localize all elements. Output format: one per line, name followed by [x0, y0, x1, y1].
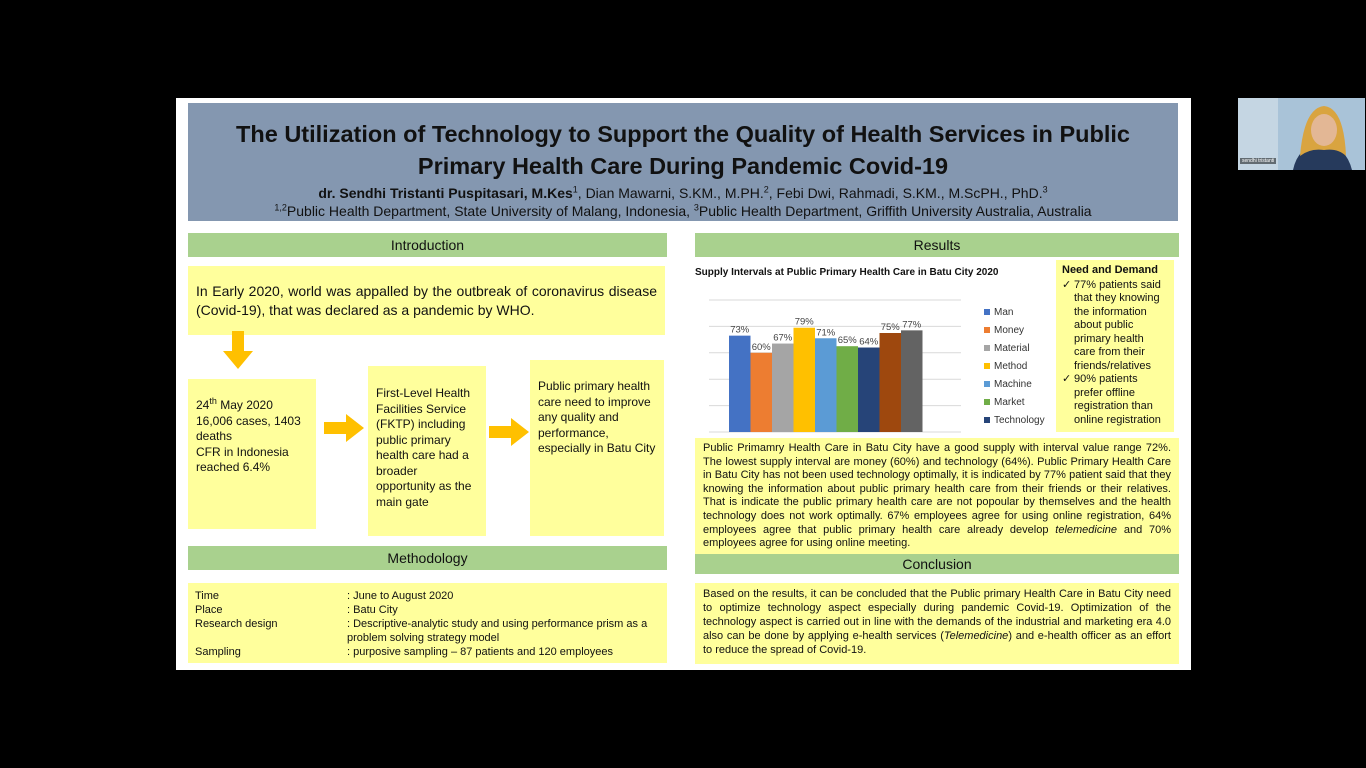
- intro-box1-cases: 16,006 cases, 1403 deaths: [196, 413, 301, 443]
- meth-key: Research design: [195, 618, 278, 630]
- legend-item: [984, 303, 1045, 321]
- chart-bar: [837, 346, 859, 432]
- chart-data-label: 79%: [794, 316, 814, 328]
- methodology-box: [188, 583, 667, 663]
- checkmark-icon: ✓: [1062, 373, 1072, 385]
- legend-label: Man: [994, 306, 1014, 318]
- author-2: , Dian Mawarni, S.KM., M.PH.: [577, 185, 764, 201]
- meth-row-sampling: [195, 645, 660, 659]
- author-1-sup: 1: [572, 184, 578, 195]
- legend-item: [984, 375, 1045, 393]
- legend-label: Machine: [994, 378, 1032, 390]
- chart-bar: [880, 333, 902, 432]
- legend-label: Method: [994, 360, 1028, 372]
- checkmark-icon: ✓: [1062, 278, 1072, 291]
- chart-data-label: 75%: [880, 322, 900, 333]
- chart-bar: [901, 330, 923, 432]
- results-text-1: Public Primamry Health Care in Batu City have a good supply with interval value range 72%. The lowest supply interval are money (60%) and technology (64%). Public Primary Health Care in Batu City has not been used technology optimally, it is indicated by 77% patient said that they knowing the information about public primary health care from their friends or their relatives. That is indicate the public primary health care are not popoular by themselves and the health technology does not work optimally. 67% employees agree for using online registration, 64% employees agree that public primary health care already develop: [703, 442, 1171, 536]
- intro-box1-cfr: CFR in Indonesia reached 6.4%: [196, 444, 289, 474]
- poster-title: [188, 103, 1178, 182]
- affiliation-sup-2: 3: [693, 202, 699, 213]
- legend-item: [984, 411, 1045, 429]
- intro-box1-rest: May 2020: [216, 398, 273, 412]
- legend-label: Technology: [994, 414, 1045, 426]
- need-item-text: 77% patients said that they knowing the information about public primary health care from their friends/relatives: [1074, 278, 1161, 372]
- meth-row-place: [195, 603, 660, 617]
- legend-swatch: [984, 345, 990, 351]
- need-demand-title: Need and Demand: [1062, 264, 1158, 276]
- intro-main-text: In Early 2020, world was appalled by the outbreak of coronavirus disease (Covid-19), that was declared as a pandemic by WHO.: [196, 283, 657, 318]
- chart-title: Supply Intervals at Public Primary Health Care in Batu City 2020: [695, 267, 999, 278]
- arrow-down-icon: [223, 331, 253, 369]
- meth-key: Sampling: [195, 646, 241, 658]
- intro-box-cases: [188, 379, 316, 529]
- intro-box-quality: [530, 360, 664, 536]
- meth-key: Time: [195, 590, 220, 602]
- chart-data-label: 73%: [730, 324, 750, 336]
- author-3-sup: 3: [1042, 184, 1048, 195]
- need-demand-box: [1056, 260, 1174, 432]
- intro-box-fktp: [368, 366, 486, 536]
- conclusion-text-em: Telemedicine: [943, 630, 1009, 642]
- chart-data-label: 71%: [816, 327, 836, 339]
- intro-box1-day: 24: [196, 398, 210, 412]
- conclusion-text-1: Based on the results, it can be concluded that the Public primary Health Care in Batu City need to optimize technology aspect especially during pandemic Covid-19. Optimization of the technology aspect is carried out in line with the demands of the industrial and marketing era 4.0 also can be done by applying e-health services (: [703, 588, 1171, 642]
- author-3: , Febi Dwi, Rahmadi, S.KM., M.ScPH., PhD.: [768, 185, 1043, 201]
- conclusion-box: [695, 583, 1179, 664]
- legend-item: [984, 393, 1045, 411]
- arrow-right-icon: [324, 414, 364, 442]
- poster-slide: [176, 98, 1191, 670]
- results-heading: Results: [695, 233, 1179, 257]
- meth-key: Place: [195, 604, 223, 616]
- chart-bar: [729, 336, 751, 432]
- webcam-name-label: sendhi tristanti: [1242, 158, 1275, 164]
- methodology-heading: Methodology: [188, 546, 667, 570]
- chart-bar: [794, 328, 816, 432]
- conclusion-heading: Conclusion: [695, 554, 1179, 574]
- author-1: dr. Sendhi Tristanti Puspitasari, M.Kes: [318, 185, 573, 201]
- legend-item: [984, 321, 1045, 339]
- meth-row-time: [195, 589, 660, 603]
- affiliation-1: Public Health Department, State University of Malang, Indonesia,: [286, 203, 694, 219]
- intro-box2-text: First-Level Health Facilities Service (FKTP) including public primary health care had a broader opportunity as the main gate: [376, 386, 472, 509]
- legend-swatch: [984, 327, 990, 333]
- legend-swatch: [984, 399, 990, 405]
- legend-swatch: [984, 417, 990, 423]
- chart-bar: [858, 348, 880, 432]
- conclusion-text-2: ) and e-health officer as an effort to reduce the spread of Covid-19.: [703, 630, 1171, 656]
- authors-line: [188, 184, 1178, 202]
- chart-data-label: 77%: [902, 319, 922, 331]
- affiliation-sup-1: 1,2: [274, 202, 287, 213]
- chart-data-label: 65%: [837, 335, 857, 347]
- chart-bar: [751, 353, 773, 432]
- results-text-box: [695, 438, 1179, 554]
- meth-row-design: [195, 617, 660, 645]
- legend-label: Material: [994, 342, 1030, 354]
- need-item: [1062, 279, 1168, 374]
- legend-label: Market: [994, 396, 1025, 408]
- legend-item: [984, 339, 1045, 357]
- webcam-thumbnail[interactable]: [1238, 98, 1365, 170]
- meth-value: : June to August 2020: [347, 590, 454, 602]
- meth-value: : Descriptive-analytic study and using performance prism as a problem solving strategy model: [347, 618, 648, 644]
- intro-box3-text: Public primary health care need to improve any quality and performance, especially in Batu City: [538, 379, 656, 455]
- chart-data-label: 67%: [773, 332, 793, 344]
- affiliation-line: [188, 202, 1178, 220]
- chart-bar: [815, 338, 837, 432]
- chart-data-label: 64%: [859, 336, 879, 348]
- chart-bar: [772, 344, 794, 432]
- title-line-2: Primary Health Care During Pandemic Covid-19: [417, 153, 949, 179]
- results-text-2: and 70% employees agree for using online meeting.: [703, 523, 1171, 550]
- legend-item: [984, 357, 1045, 375]
- legend-label: Money: [994, 324, 1025, 336]
- chart-data-label: 60%: [751, 341, 771, 353]
- meth-value: : purposive sampling – 87 patients and 120 employees: [347, 646, 614, 658]
- supply-interval-chart: [695, 288, 980, 436]
- introduction-heading: Introduction: [188, 233, 667, 257]
- need-item: [1062, 373, 1168, 427]
- title-line-1: The Utilization of Technology to Support the Quality of Health Services in Public: [236, 121, 1130, 147]
- meth-value: : Batu City: [347, 604, 398, 616]
- intro-box1-sup: th: [209, 396, 217, 406]
- author-2-sup: 2: [763, 184, 769, 195]
- poster-header: [188, 103, 1178, 221]
- need-item-text: 90% patients prefer offline registration than online registration: [1074, 373, 1161, 426]
- intro-main-box: [188, 266, 665, 335]
- legend-swatch: [984, 309, 990, 315]
- arrow-right-icon-2: [489, 418, 529, 446]
- results-text-em: telemedicine: [1055, 523, 1118, 536]
- affiliation-2: Public Health Department, Griffith University Australia, Australia: [698, 203, 1092, 219]
- legend-swatch: [984, 381, 990, 387]
- legend-swatch: [984, 363, 990, 369]
- chart-legend: [984, 303, 1045, 429]
